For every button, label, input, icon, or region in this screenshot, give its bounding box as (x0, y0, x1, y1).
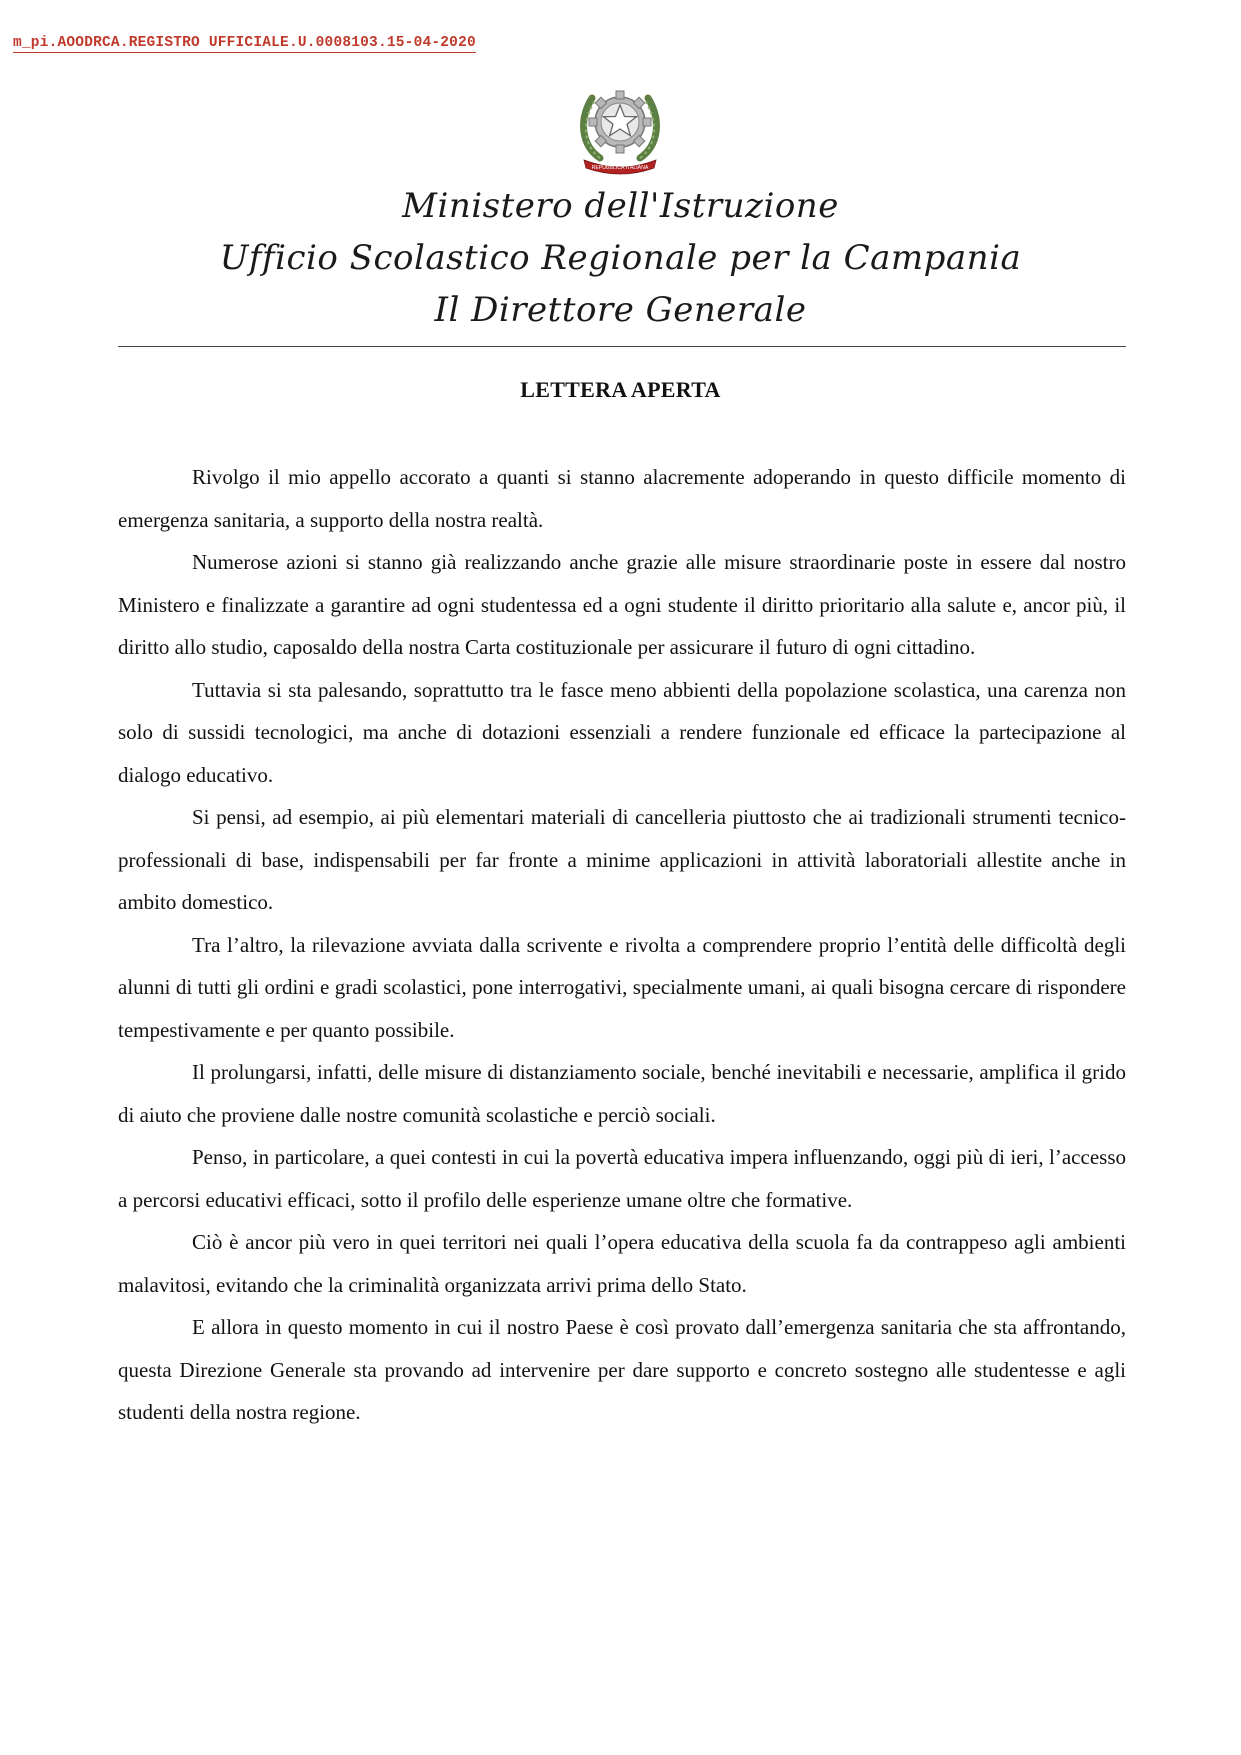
paragraph: Il prolungarsi, infatti, delle misure di distanziamento sociale, benché inevitabili e necessarie, amplifica il grido di aiuto che proviene dalle nostre comunità scolastiche e perciò sociali. (118, 1060, 1126, 1127)
director-title: Il Direttore Generale (434, 290, 807, 330)
paragraph: Ciò è ancor più vero in quei territori nei quali l’opera educativa della scuola fa da contrappeso agli ambienti malavitosi, evitando che la criminalità organizzata arrivi prima dello Stato. (118, 1230, 1126, 1297)
office-name: Ufficio Scolastico Regionale per la Campania (219, 238, 1022, 278)
paragraph: Tra l’altro, la rilevazione avviata dalla scrivente e rivolta a comprendere proprio l’entità delle difficoltà degli alunni di tutti gli ordini e gradi scolastici, pone interrogativi, specialmente umani, ai quali bisogna cercare di rispondere tempestivamente e per quanto possibile. (118, 932, 1126, 1042)
repubblica-italiana-emblem-icon (570, 76, 670, 176)
header-divider (118, 346, 1126, 347)
paragraph: Tuttavia si sta palesando, soprattutto tra le fasce meno abbienti della popolazione scolastica, una carenza non solo di sussidi tecnologici, ma anche di dotazioni essenziali a rendere funzionale ed efficace la partecipazione al dialogo educativo. (118, 677, 1126, 787)
document-title: LETTERA APERTA (520, 377, 721, 402)
paragraph: Rivolgo il mio appello accorato a quanti si stanno alacremente adoperando in questo difficile momento di emergenza sanitaria, a supporto della nostra realtà. (118, 465, 1126, 532)
protocol-stamp: m_pi.AOODRCA.REGISTRO UFFICIALE.U.0008103.15-04-2020 (13, 35, 476, 51)
ministry-name: Ministero dell'Istruzione (402, 186, 839, 226)
paragraph: Si pensi, ad esempio, ai più elementari materiali di cancelleria piuttosto che ai tradizionali strumenti tecnico-professionali di base, indispensabili per far fronte a minime applicazioni in attività laboratoriali allestite anche in ambito domestico. (118, 805, 1126, 914)
header-block (0, 180, 1241, 336)
letter-body (118, 456, 1126, 1434)
paragraph: Penso, in particolare, a quei contesti in cui la povertà educativa impera influenzando, oggi più di ieri, l’accesso a percorsi educativi efficaci, sotto il profilo delle esperienze umane oltre che formative. (118, 1145, 1126, 1212)
svg-text:REPUBBLICA ITALIANA: REPUBBLICA ITALIANA (591, 165, 649, 171)
paragraph: E allora in questo momento in cui il nostro Paese è così provato dall’emergenza sanitaria che sta affrontando, questa Direzione Generale sta provando ad intervenire per dare supporto e concreto sostegno alle studentesse e agli studenti della nostra regione. (118, 1315, 1126, 1424)
paragraph: Numerose azioni si stanno già realizzando anche grazie alle misure straordinarie poste in essere dal nostro Ministero e finalizzate a garantire ad ogni studentessa ed a ogni studente il diritto prioritario alla salute e, ancor più, il diritto allo studio, caposaldo della nostra Carta costituzionale per assicurare il futuro di ogni cittadino. (118, 550, 1126, 659)
